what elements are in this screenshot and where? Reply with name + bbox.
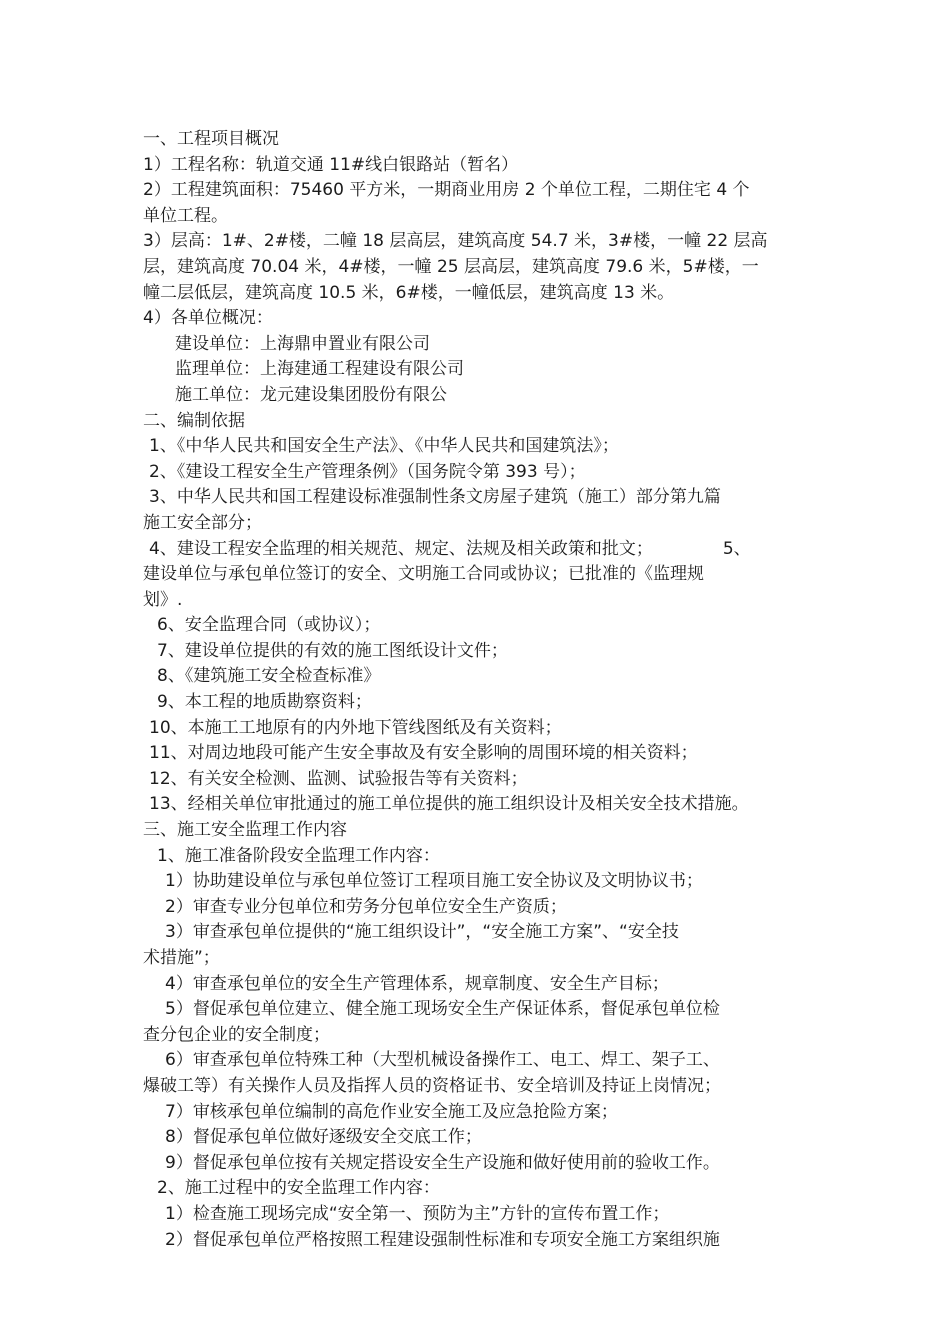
text-line: 1、《中华人民共和国安全生产法》、《中华人民共和国建筑法》； [149, 436, 619, 457]
text-line: 6、安全监理合同（或协议）； [157, 615, 381, 636]
text-line: 8）督促承包单位做好逐级安全交底工作； [165, 1127, 482, 1148]
text-line: 2）督促承包单位严格按照工程建设强制性标准和专项安全施工方案组织施 [165, 1229, 720, 1250]
text-segment: 4、建设工程安全监理的相关规范、规定、法规及相关政策和批文； [149, 538, 653, 559]
text-line: 划》. [143, 589, 183, 610]
text-line: 2、《建设工程安全生产管理条例》（国务院令第 393 号）； [149, 461, 586, 482]
text-line: 7）审核承包单位编制的高危作业安全施工及应急抢险方案； [165, 1101, 618, 1122]
section-heading-overview: 一、工程项目概况 [143, 129, 279, 149]
text-line: 1）工程名称：轨道交通 11#线白银路站（暂名） [143, 154, 519, 175]
text-line: 1）协助建设单位与承包单位签订工程项目施工安全协议及文明协议书； [165, 871, 703, 892]
section-heading-content: 三、施工安全监理工作内容 [143, 820, 347, 841]
text-line: 3、中华人民共和国工程建设标准强制性条文房屋子建筑（施工）部分第九篇 [149, 487, 721, 508]
text-line: 12、有关安全检测、监测、试验报告等有关资料； [149, 768, 528, 789]
text-line: 2）审查专业分包单位和劳务分包单位安全生产资质； [165, 896, 567, 917]
text-line: 2）工程建筑面积：75460 平方米，一期商业用房 2 个单位工程，二期住宅 4 个 [143, 180, 750, 201]
text-line: 6）审查承包单位特殊工种（大型机械设备操作工、电工、焊工、架子工、 [165, 1050, 720, 1071]
text-line [143, 537, 823, 563]
text-line: 4）审查承包单位的安全生产管理体系，规章制度、安全生产目标； [165, 973, 669, 994]
text-line: 层，建筑高度 70.04 米，4#楼，一幢 25 层高层，建筑高度 79.6 米，5#楼，一 [143, 256, 759, 277]
text-line: 爆破工等）有关操作人员及指挥人员的资格证书、安全培训及持证上岗情况； [143, 1075, 721, 1096]
text-line: 建设单位与承包单位签订的安全、文明施工合同或协议；已批准的《监理规 [143, 564, 704, 585]
section-heading-basis: 二、编制依据 [143, 410, 245, 431]
text-line: 施工单位：龙元建设集团股份有限公 [175, 384, 447, 405]
text-line: 4）各单位概况： [143, 308, 273, 329]
text-line: 3）层高：1#、2#楼，二幢 18 层高层，建筑高度 54.7 米，3#楼，一幢 22 层高 [143, 231, 768, 252]
text-line: 监理单位：上海建通工程建设有限公司 [175, 359, 464, 380]
text-line: 7、建设单位提供的有效的施工图纸设计文件； [157, 640, 508, 661]
text-line: 13、经相关单位审批通过的施工单位提供的施工组织设计及相关安全技术措施。 [149, 794, 749, 815]
text-line: 施工安全部分； [143, 512, 262, 533]
text-line: 1）检查施工现场完成“安全第一、预防为主”方针的宣传布置工作； [165, 1203, 670, 1224]
document-body [143, 127, 823, 1253]
text-line: 5）督促承包单位建立、健全施工现场安全生产保证体系，督促承包单位检 [165, 999, 720, 1020]
text-line: 10、本施工工地原有的内外地下管线图纸及有关资料； [149, 717, 562, 738]
subsection-heading: 1、施工准备阶段安全监理工作内容： [157, 845, 440, 866]
text-line: 查分包企业的安全制度； [143, 1024, 330, 1045]
subsection-heading: 2、施工过程中的安全监理工作内容： [157, 1178, 440, 1199]
text-line: 9、本工程的地质勘察资料； [157, 692, 372, 713]
text-line: 3）审查承包单位提供的“施工组织设计”，“安全施工方案”、“安全技 [165, 922, 679, 943]
text-line: 术措施”； [143, 948, 220, 968]
text-line: 幢二层低层，建筑高度 10.5 米，6#楼，一幢低层，建筑高度 13 米。 [143, 282, 675, 303]
text-line: 单位工程。 [143, 205, 228, 226]
text-line: 9）督促承包单位按有关规定搭设安全生产设施和做好使用前的验收工作。 [165, 1152, 720, 1173]
text-line: 建设单位：上海鼎申置业有限公司 [175, 333, 430, 354]
text-line: 8、《建筑施工安全检查标准》 [157, 666, 381, 687]
text-line: 11、对周边地段可能产生安全事故及有安全影响的周围环境的相关资料； [149, 743, 698, 764]
text-segment: 5、 [722, 538, 751, 559]
